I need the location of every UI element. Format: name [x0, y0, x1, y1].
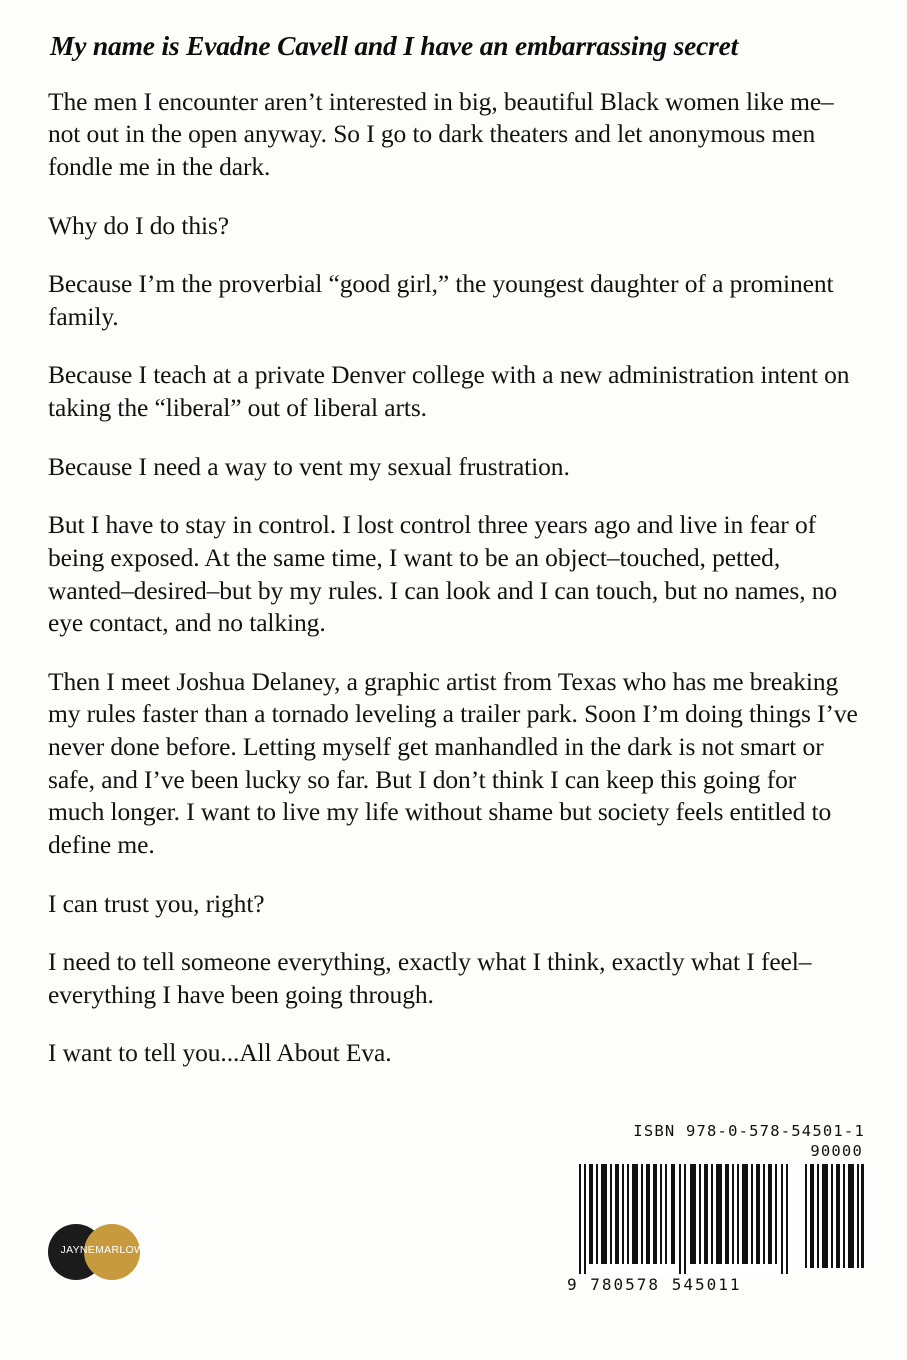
- blurb-paragraph-2: Why do I do this?: [48, 210, 230, 240]
- barcode-digits-row: [565, 1274, 865, 1294]
- barcode-addon-price-code: 90000: [810, 1142, 863, 1160]
- barcode-ean13-icon: [575, 1164, 793, 1274]
- page-title: My name is Evadne Cavell and I have an embarrassing secret: [50, 30, 739, 61]
- blurb-paragraph-7: Then I meet Joshua Delaney, a graphic artist from Texas who has me breaking my rules faster than a tornado leveling a trailer park. Soon I’m doing things I’ve never done before. Letting myself get manhandled in the dark is not smart or safe, and I’ve been lucky so far. But I don’t think I can keep this going for much longer. I want to live my life without shame but society feels entitled to define me.: [48, 666, 858, 859]
- blurb-paragraph-9: I need to tell someone everything, exactly what I think, exactly what I feel–everything I have been going through.: [48, 947, 812, 1009]
- blurb-paragraph-4: Because I teach at a private Denver college with a new administration intent on taking the “liberal” out of liberal arts.: [48, 360, 850, 422]
- isbn-text: ISBN 978-0-578-54501-1: [633, 1122, 865, 1140]
- blurb-paragraph-5: Because I need a way to vent my sexual frustration.: [48, 451, 570, 481]
- barcode-bars-row: [565, 1164, 865, 1274]
- cover-text-block: [48, 30, 858, 1070]
- barcode-human-readable: 9 780578 545011: [567, 1275, 742, 1294]
- blurb-paragraph-6: But I have to stay in control. I lost control three years ago and live in fear of being exposed. At the same time, I want to be an object–touched, petted, wanted–desired–but by my rules. I can look and I can touch, but no names, no eye contact, and no talking.: [48, 510, 838, 638]
- blurb-paragraph-3: Because I’m the proverbial “good girl,” the youngest daughter of a prominent family.: [48, 269, 834, 331]
- blurb-paragraph-10: I want to tell you...All About Eva.: [48, 1038, 392, 1068]
- barcode-addon-icon: [803, 1164, 865, 1274]
- blurb-paragraph-1: The men I encounter aren’t interested in big, beautiful Black women like me–not out in the open anyway. So I go to dark theaters and let anonymous men fondle me in the dark.: [48, 86, 834, 181]
- blurb-paragraph-8: I can trust you, right?: [48, 888, 265, 918]
- publisher-name-second: MARLOWE: [95, 1244, 152, 1256]
- publisher-name-first: JAYNE: [60, 1244, 96, 1256]
- barcode-block: [565, 1122, 865, 1294]
- publisher-name: [54, 1244, 158, 1256]
- publisher-logo: [48, 1220, 158, 1284]
